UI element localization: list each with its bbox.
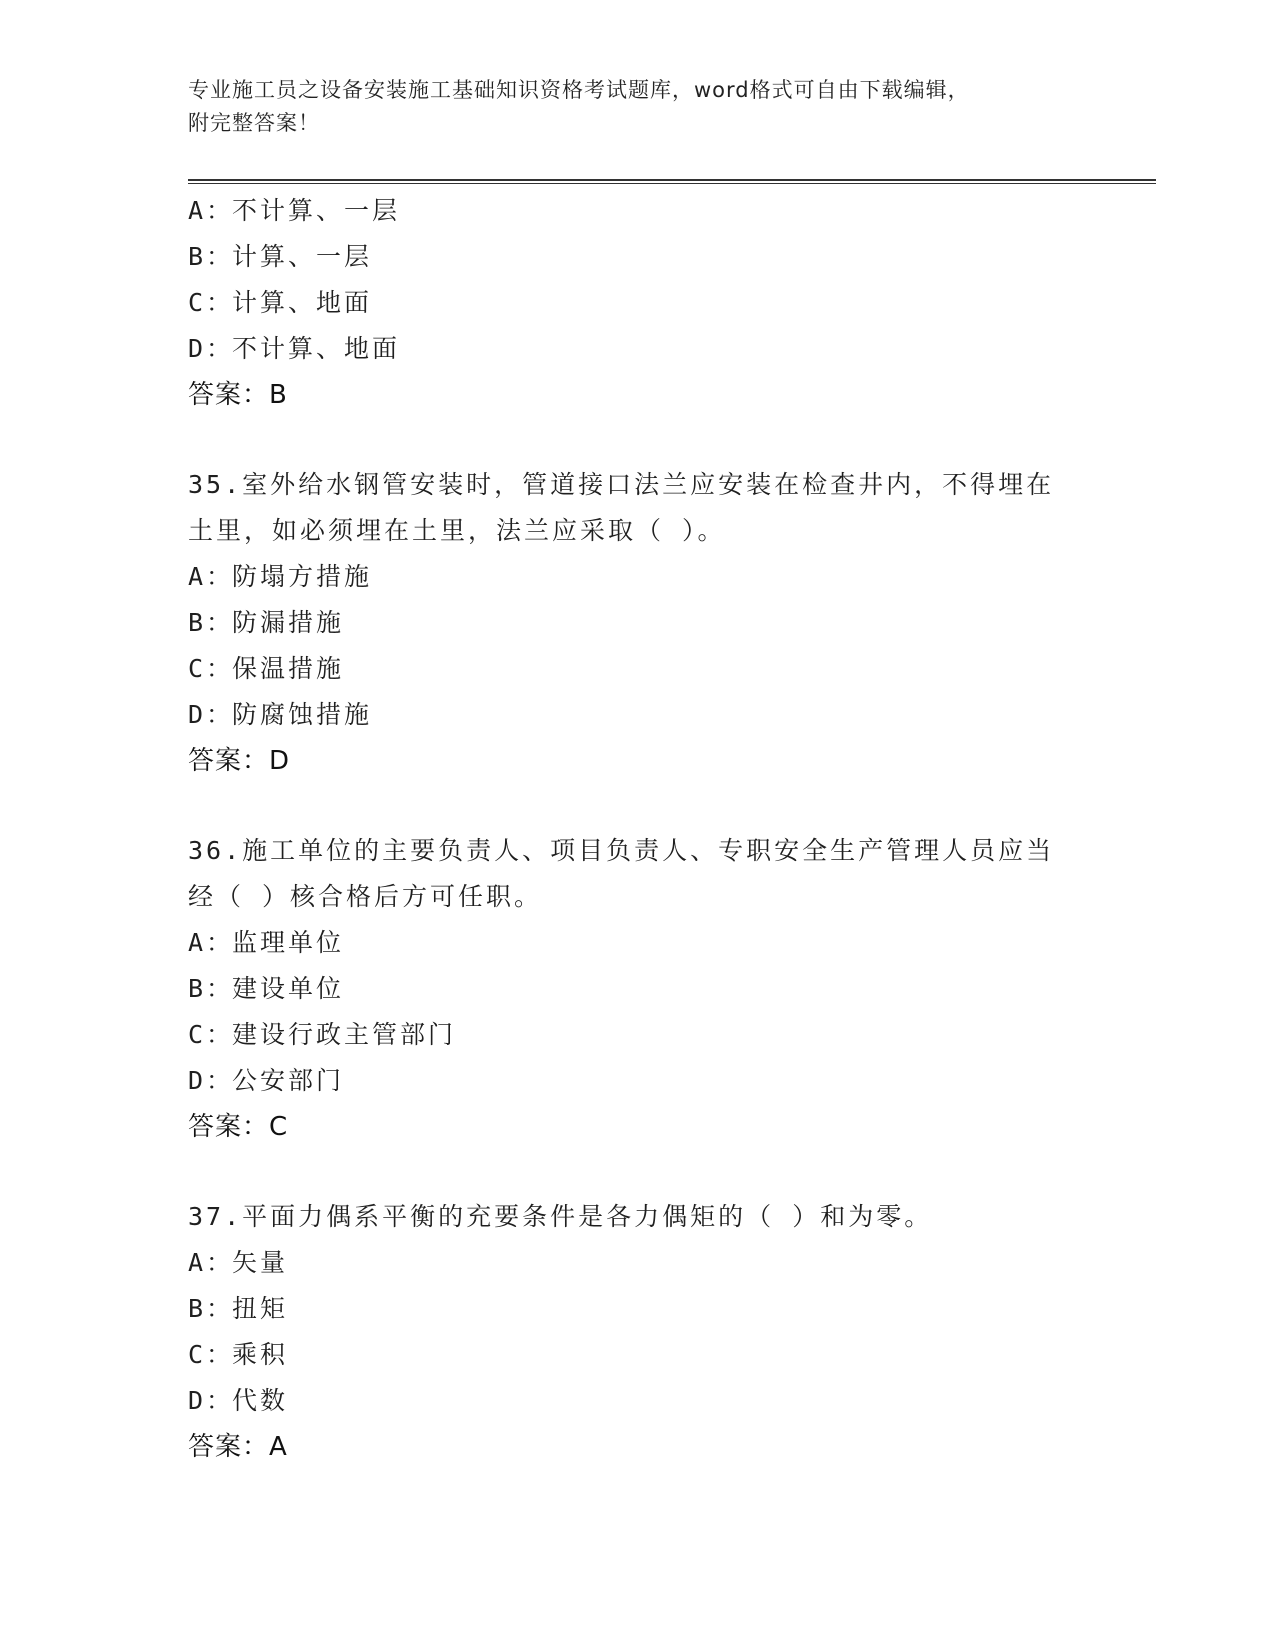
answer-label: 答案：: [188, 380, 270, 410]
option-b: [188, 234, 1088, 280]
answer-line: [188, 1104, 1088, 1150]
answer-line: [188, 1424, 1088, 1470]
header-line-1: 专业施工员之设备安装施工基础知识资格考试题库，word格式可自由下载编辑，: [188, 78, 970, 102]
option-key: D：: [188, 700, 235, 729]
option-c: [188, 1332, 1088, 1378]
question-text-line-1: 35.室外给水钢管安装时，管道接口法兰应安装在检查井内，不得埋在: [188, 470, 1055, 499]
option-text: 矢量: [232, 1248, 289, 1277]
answer-line: [188, 738, 1088, 784]
answer-value: B: [269, 380, 288, 410]
answer-value: A: [269, 1432, 288, 1462]
option-key: A：: [188, 928, 235, 957]
option-text: 保温措施: [232, 654, 345, 683]
option-text: 不计算、地面: [232, 334, 401, 363]
option-key: D：: [188, 1386, 235, 1415]
option-a: [188, 920, 1088, 966]
question-text-line-1: 36.施工单位的主要负责人、项目负责人、专职安全生产管理人员应当: [188, 836, 1055, 865]
answer-value: C: [269, 1112, 289, 1142]
question-list: [188, 188, 1088, 1470]
question-37: [188, 1194, 1088, 1470]
option-text: 防塌方措施: [232, 562, 373, 591]
option-key: D：: [188, 1066, 235, 1095]
option-c: [188, 280, 1088, 326]
question-36: [188, 828, 1088, 1150]
option-text: 乘积: [232, 1340, 289, 1369]
spacer: [188, 1150, 1088, 1194]
option-b: [188, 600, 1088, 646]
option-key: B：: [188, 608, 235, 637]
question-text-line-2: 土里，如必须埋在土里，法兰应采取（ ）。: [188, 516, 726, 545]
option-key: C：: [188, 654, 235, 683]
option-b: [188, 966, 1088, 1012]
option-key: C：: [188, 1020, 235, 1049]
spacer: [188, 418, 1088, 462]
option-key: C：: [188, 1340, 235, 1369]
answer-label: 答案：: [188, 746, 270, 776]
option-key: C：: [188, 288, 235, 317]
option-c: [188, 646, 1088, 692]
option-text: 防漏措施: [232, 608, 345, 637]
option-d: [188, 1058, 1088, 1104]
question-34-tail: [188, 188, 1088, 418]
option-c: [188, 1012, 1088, 1058]
option-text: 计算、地面: [232, 288, 373, 317]
option-key: A：: [188, 1248, 235, 1277]
option-text: 建设行政主管部门: [232, 1020, 457, 1049]
option-key: A：: [188, 196, 235, 225]
question-35: [188, 462, 1088, 784]
option-text: 扭矩: [232, 1294, 289, 1323]
option-text: 代数: [232, 1386, 289, 1415]
option-a: [188, 1240, 1088, 1286]
header-divider: [188, 179, 1156, 184]
option-a: [188, 188, 1088, 234]
option-key: A：: [188, 562, 235, 591]
spacer: [188, 784, 1088, 828]
page-header: [188, 74, 1088, 140]
option-d: [188, 326, 1088, 372]
question-text-line-1: 37.平面力偶系平衡的充要条件是各力偶矩的（ ）和为零。: [188, 1202, 933, 1231]
option-d: [188, 692, 1088, 738]
answer-label: 答案：: [188, 1112, 270, 1142]
option-text: 监理单位: [232, 928, 345, 957]
option-key: B：: [188, 974, 235, 1003]
option-text: 公安部门: [232, 1066, 345, 1095]
option-text: 防腐蚀措施: [232, 700, 373, 729]
option-key: D：: [188, 334, 235, 363]
option-key: B：: [188, 242, 235, 271]
answer-label: 答案：: [188, 1432, 270, 1462]
option-text: 计算、一层: [232, 242, 373, 271]
option-a: [188, 554, 1088, 600]
question-text-line-2: 经（ ）核合格后方可任职。: [188, 882, 543, 911]
option-b: [188, 1286, 1088, 1332]
option-key: B：: [188, 1294, 235, 1323]
option-text: 不计算、一层: [232, 196, 401, 225]
option-text: 建设单位: [232, 974, 345, 1003]
option-d: [188, 1378, 1088, 1424]
answer-line: [188, 372, 1088, 418]
header-line-2: 附完整答案！: [188, 111, 320, 135]
answer-value: D: [269, 746, 291, 776]
